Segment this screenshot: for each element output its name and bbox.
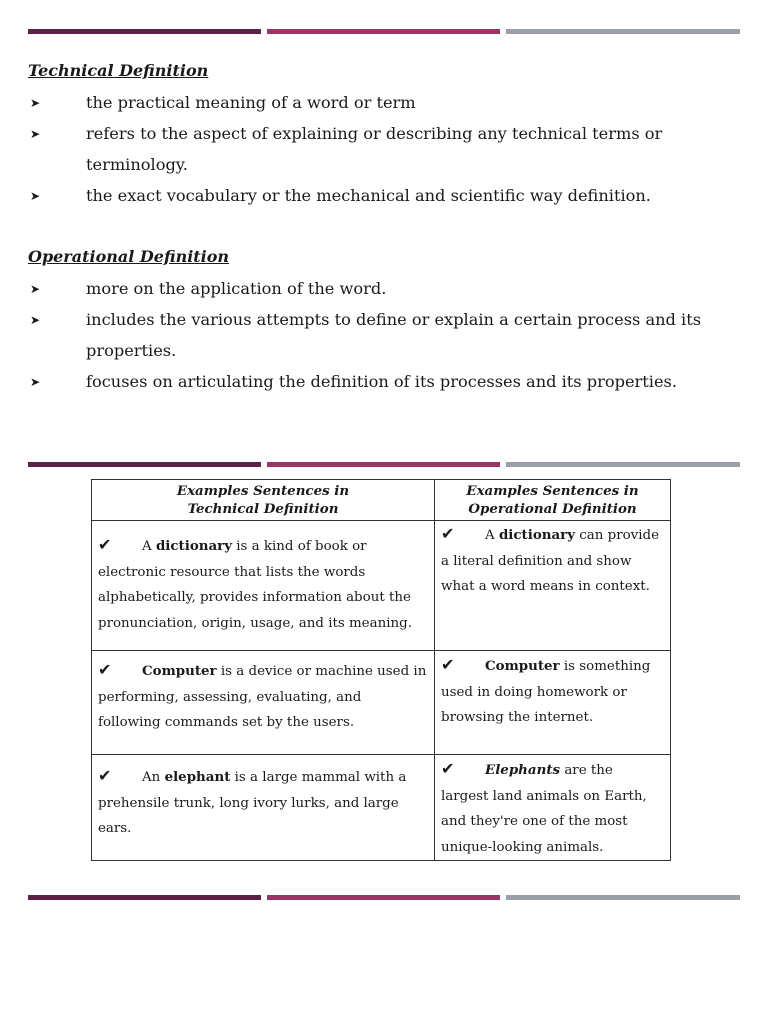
list-item <box>28 273 743 304</box>
header-line: Technical Definition <box>187 501 339 517</box>
operational-definition-section <box>28 246 743 397</box>
arrow-bullet-icon: ➤ <box>30 127 41 141</box>
list-item-text: the practical meaning of a word or term <box>86 93 416 112</box>
list-item-text: includes the various attempts to define or explain a certain process and its properties. <box>86 310 702 360</box>
operational-example-cell <box>435 755 671 861</box>
cell-text: An <box>142 770 165 785</box>
divider-segment-dark <box>28 462 261 467</box>
list-item-text: more on the application of the word. <box>86 279 387 298</box>
divider-segment-gray <box>506 29 740 34</box>
cell-text: is a device or machine used in performing, assessing, evaluating, and following commands set by the users. <box>98 664 427 730</box>
divider-segment-gray <box>506 895 740 900</box>
list-item <box>28 304 743 366</box>
header-line: Examples Sentences in <box>466 483 639 499</box>
list-item-text: focuses on articulating the definition of its processes and its properties. <box>86 372 678 391</box>
arrow-bullet-icon: ➤ <box>30 313 41 327</box>
list-item <box>28 180 743 211</box>
arrow-bullet-icon: ➤ <box>30 96 41 110</box>
table-row <box>92 651 671 755</box>
technical-definition-list <box>28 87 743 211</box>
list-item-text: refers to the aspect of explaining or describing any technical terms or terminology. <box>86 124 663 174</box>
arrow-bullet-icon: ➤ <box>30 189 41 203</box>
header-operational-examples <box>435 480 671 521</box>
divider-segment-gray <box>506 462 740 467</box>
technical-example-cell <box>92 651 435 755</box>
technical-example-cell <box>92 755 435 861</box>
header-line: Examples Sentences in <box>176 483 350 499</box>
divider-segment-mid <box>267 462 500 467</box>
divider-segment-dark <box>28 29 261 34</box>
technical-example-cell <box>92 521 435 651</box>
cell-term: dictionary <box>498 527 575 543</box>
divider-bottom <box>28 895 740 900</box>
list-item <box>28 366 743 397</box>
checkmark-icon: ✔ <box>441 655 455 674</box>
header-technical-examples <box>92 480 435 521</box>
examples-table <box>91 479 671 861</box>
header-line: Operational Definition <box>468 501 637 517</box>
divider-segment-mid <box>267 29 500 34</box>
arrow-bullet-icon: ➤ <box>30 375 41 389</box>
cell-term: Computer <box>485 658 560 674</box>
operational-example-cell <box>435 521 671 651</box>
divider-segment-dark <box>28 895 261 900</box>
cell-text: can provide a literal definition and show what a word means in context. <box>441 528 659 594</box>
list-item <box>28 118 743 180</box>
operational-example-cell <box>435 651 671 755</box>
arrow-bullet-icon: ➤ <box>30 282 41 296</box>
cell-text: A <box>142 539 156 554</box>
list-item-text: the exact vocabulary or the mechanical and scientific way definition. <box>86 186 651 205</box>
divider-segment-mid <box>267 895 500 900</box>
table-row <box>92 521 671 651</box>
table-header-row <box>92 480 671 521</box>
checkmark-icon: ✔ <box>441 759 455 778</box>
operational-definition-heading: Operational Definition <box>28 247 230 266</box>
cell-term: dictionary <box>155 538 232 554</box>
cell-text: is a large mammal with a prehensile trunk, long ivory lurks, and large ears. <box>98 770 407 836</box>
cell-text: is something used in doing homework or browsing the internet. <box>441 659 651 725</box>
cell-text: is a kind of book or electronic resource that lists the words alphabetically, provides information about the pronunciation, origin, usage, and its meaning. <box>98 539 412 631</box>
list-item <box>28 87 743 118</box>
checkmark-icon: ✔ <box>98 660 112 679</box>
divider-middle <box>28 462 740 467</box>
cell-term: elephant <box>164 769 231 785</box>
operational-definition-list <box>28 273 743 397</box>
cell-term: Computer <box>142 663 217 679</box>
cell-text: are the largest land animals on Earth, and they're one of the most unique-looking animals. <box>441 763 647 855</box>
technical-definition-heading: Technical Definition <box>28 61 209 80</box>
checkmark-icon: ✔ <box>98 766 112 785</box>
cell-text: A <box>485 528 499 543</box>
table-row <box>92 755 671 861</box>
checkmark-icon: ✔ <box>98 535 112 554</box>
divider-top <box>28 29 740 34</box>
technical-definition-section <box>28 60 743 211</box>
cell-term: Elephants <box>485 762 561 778</box>
checkmark-icon: ✔ <box>441 524 455 543</box>
